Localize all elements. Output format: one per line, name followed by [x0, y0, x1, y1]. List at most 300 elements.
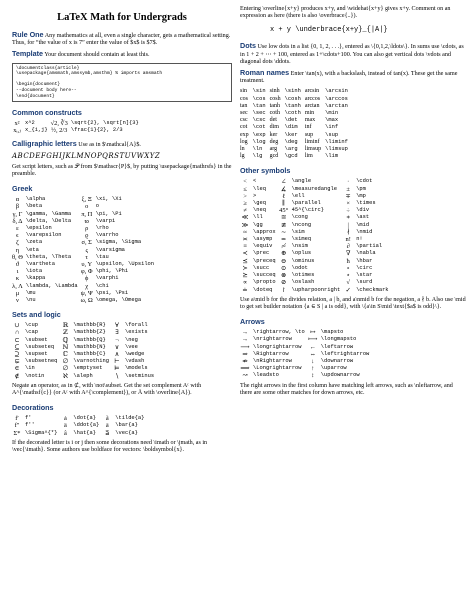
latex-command: \sinh — [284, 88, 301, 95]
symbol-glyph: ≈ — [243, 228, 247, 236]
sets-note: Negate an operator, as in ⊄, with \not\subset. Get the set complement Aᶜ with A^{\mathsf{c}} (or Aᶜ with A^{\complement}), or Ā with \overline{A}). — [12, 382, 202, 397]
symbol-glyph: ⊊ — [14, 358, 20, 366]
latex-command: \pi, \Pi — [95, 210, 122, 217]
symbol-glyph: ℚ — [62, 336, 69, 344]
symbol-glyph: inf — [304, 124, 312, 131]
symbol-glyph: f′ — [15, 415, 19, 423]
latex-command: \geq — [253, 200, 266, 207]
symbol-glyph: ∪ — [14, 322, 20, 330]
symbol-glyph: β — [15, 203, 20, 211]
symbol-glyph: → — [241, 336, 249, 344]
symbol-glyph: ⊨ — [114, 365, 120, 373]
rule-one — [12, 31, 232, 47]
latex-command: \coth — [284, 110, 301, 117]
symbol-glyph: ν — [15, 297, 19, 305]
latex-command: \succ — [253, 264, 270, 271]
symbol-glyph: x² — [14, 120, 20, 128]
decoration-row — [12, 415, 147, 422]
latex-command: x_{i,j} — [25, 127, 48, 134]
symbol-glyph: ⊕ — [280, 250, 287, 258]
symbol-glyph: ∡ — [280, 185, 287, 193]
template-code-box — [12, 63, 232, 103]
latex-command: \liminf — [325, 138, 348, 145]
template-code-line: \usepackage{amsmath,amssymb,amsthm} % imports amsmath — [16, 71, 163, 77]
latex-command: \cap — [25, 329, 38, 336]
symbol-glyph: ȧ — [63, 415, 67, 423]
latex-command: \frac{1}{2}, 2/3 — [70, 127, 123, 134]
latex-command: \sim — [291, 228, 305, 235]
latex-command: \times — [356, 200, 376, 207]
symbol-glyph: cos — [240, 95, 248, 102]
latex-command: \lg — [252, 153, 263, 160]
sets-row — [12, 322, 157, 329]
symbol-glyph: ā — [105, 422, 109, 430]
latex-command: \rightarrow, \to — [253, 329, 305, 336]
symbol-glyph: ω, Ω — [80, 297, 93, 305]
latex-command: \rho — [95, 225, 109, 231]
symbol-glyph: ↑ — [311, 365, 315, 373]
decoration-row — [12, 430, 147, 437]
latex-command: x^2 — [25, 120, 35, 127]
latex-command: \ln — [252, 146, 263, 153]
underbrace-demo: x + y \underbrace{x+y}_{|A|} — [270, 26, 388, 35]
roman-section — [240, 69, 466, 85]
latex-command: \gg — [253, 221, 263, 228]
latex-command: \varpi — [95, 217, 116, 224]
latex-command: f'' — [25, 422, 35, 429]
latex-command: > — [253, 192, 257, 199]
latex-command: \Rightarrow — [253, 350, 289, 357]
symbol-glyph: cosh — [269, 95, 281, 102]
symbol-glyph: → — [241, 329, 249, 337]
other-symbol-row — [240, 229, 392, 236]
symbol-glyph: ∥ — [282, 200, 286, 208]
latex-command: \varphi — [95, 275, 119, 282]
latex-command: \vartheta — [25, 261, 55, 268]
symbol-glyph: λ, Λ — [12, 282, 23, 290]
symbol-glyph: a⃗ — [105, 429, 110, 437]
template-section — [12, 50, 232, 59]
symbol-glyph: dim — [269, 124, 279, 131]
symbol-glyph: ⊘ — [280, 279, 287, 287]
symbol-glyph: ⇒ — [242, 350, 248, 358]
symbol-glyph: ψ, Ψ — [80, 289, 93, 297]
latex-command: \limsup — [325, 146, 348, 153]
latex-command: \angle — [291, 178, 312, 185]
other-symbol-row — [240, 207, 392, 214]
other-symbol-row — [240, 279, 392, 286]
symbol-glyph: ξ, Ξ — [81, 196, 92, 204]
latex-command: \cdot — [356, 178, 373, 185]
symbol-glyph: ϵ — [16, 232, 19, 240]
latex-command: \parallel — [291, 200, 321, 207]
symbol-glyph: ℕ — [62, 343, 69, 351]
latex-command: \neq — [253, 207, 266, 214]
symbol-glyph: ≃ — [280, 236, 287, 244]
symbol-glyph: ⪯ — [242, 257, 248, 265]
symbol-glyph: ↕ — [311, 372, 315, 380]
latex-command: \ker — [284, 131, 298, 138]
symbol-glyph: ± — [346, 185, 350, 193]
symbol-glyph: ∅ — [62, 365, 69, 373]
arrow-row — [240, 358, 372, 365]
divides-note: Use a\mid b for the divides relation, a | b, and a\nmid b for the negation, a ∤ b. Also use \mid to get set builder notation {a ∈ S | a is odd}, with \{a\in S\mid \text{$a$ is odd}\}. — [240, 296, 466, 310]
latex-command: \mathbb{C} — [73, 351, 106, 358]
symbol-glyph: f″ — [14, 422, 20, 430]
latex-command: o — [95, 203, 100, 210]
latex-command: < — [253, 178, 257, 185]
symbol-glyph: coth — [269, 110, 280, 117]
symbol-glyph: ¬ — [115, 336, 119, 344]
symbol-glyph: ∩ — [14, 329, 20, 337]
latex-command: \div — [356, 207, 370, 214]
symbol-glyph: n! — [345, 236, 351, 244]
latex-command: \propto — [253, 279, 276, 286]
symbol-glyph: ∤ — [346, 228, 350, 236]
overline-intro: Entering \overline{x+y} produces x+y, and \widehat{x+y} gives x+y. Comment on an expression as here (there is also \overbrace{..}). — [240, 6, 451, 20]
symbol-glyph: ≻ — [242, 264, 248, 272]
symbol-glyph: ∖ — [114, 372, 119, 380]
latex-command: \cosh — [284, 95, 301, 102]
arrow-row — [240, 336, 372, 343]
latex-command: \approx — [253, 228, 276, 235]
symbol-glyph: ϱ — [85, 232, 89, 240]
left-column — [12, 6, 232, 457]
latex-command: \subseteq — [25, 343, 55, 350]
symbol-glyph: ρ — [85, 225, 89, 232]
latex-command: \alpha — [25, 196, 46, 203]
symbol-glyph: κ — [15, 275, 20, 283]
latex-command: \oslash — [291, 279, 315, 286]
right-column — [240, 6, 466, 400]
other-symbol-row — [240, 200, 392, 207]
roman-text: Enter \tan(x), with a backslash, instead of tan(x). These get the same treatment. — [240, 71, 458, 85]
latex-command: \mu — [25, 289, 36, 296]
symbol-glyph: τ — [85, 253, 88, 261]
symbol-glyph: ≪ — [241, 214, 249, 222]
roman-row — [240, 96, 352, 103]
rule-one-heading: Rule One — [12, 30, 44, 39]
latex-command: \tan — [252, 102, 266, 109]
symbol-glyph: × — [346, 200, 350, 208]
greek-row — [12, 239, 157, 246]
latex-command: \asymp — [253, 236, 273, 243]
symbol-glyph: ℓ — [282, 192, 286, 200]
calligraphic-section — [12, 140, 232, 149]
symbol-glyph: ker — [269, 131, 278, 138]
latex-command: \ll — [253, 214, 263, 221]
symbol-glyph: ϕ — [85, 275, 89, 283]
roman-row — [240, 103, 352, 110]
symbol-glyph: Σ* — [13, 429, 21, 437]
latex-command: \exp — [252, 131, 266, 138]
latex-command: 45^{\circ} — [291, 207, 325, 214]
latex-command: \xi, \Xi — [95, 196, 122, 203]
arrow-row — [240, 365, 372, 372]
symbol-glyph: arccos — [304, 95, 321, 102]
symbol-glyph: ∨ — [114, 343, 120, 351]
symbol-glyph: ≅ — [280, 214, 287, 222]
latex-command: \hbar — [356, 257, 373, 264]
decorations-heading: Decorations — [12, 403, 54, 413]
symbol-glyph: ≁ — [280, 243, 287, 251]
latex-command: \preceq — [253, 257, 276, 264]
symbol-glyph: χ — [85, 282, 89, 290]
symbol-glyph: ⊖ — [280, 257, 287, 265]
symbol-glyph: det — [269, 117, 277, 124]
symbol-glyph: δ, Δ — [12, 217, 23, 225]
symbol-glyph: ↝ — [242, 372, 248, 380]
latex-command: \setminus — [124, 372, 155, 379]
latex-command: \upharpoonright — [291, 286, 341, 293]
symbol-glyph: sup — [304, 131, 314, 138]
symbol-glyph: arcsin — [304, 88, 320, 95]
latex-command: \checkmark — [356, 286, 389, 293]
template-code-line: \begin{document} — [16, 82, 61, 88]
symbol-glyph: √ — [346, 279, 350, 287]
calligraphic-heading: Calligraphic letters — [12, 138, 77, 148]
symbol-glyph: ħ — [346, 257, 350, 265]
common-row — [12, 120, 142, 127]
symbol-glyph: csc — [240, 117, 248, 124]
latex-command: \lim — [325, 153, 339, 160]
symbol-glyph: ≫ — [241, 221, 249, 229]
template-code-line: --document body here-- — [16, 87, 77, 93]
symbol-glyph: ∂ — [346, 243, 350, 251]
calligraphic-text: Use as in $\mathcal{A}$. — [78, 141, 141, 148]
symbol-glyph: ⊇ — [14, 351, 20, 359]
roman-row — [240, 139, 352, 146]
other-symbol-row — [240, 186, 392, 193]
symbol-glyph: ⊢ — [114, 358, 120, 366]
latex-command: \emptyset — [73, 365, 103, 372]
symbol-glyph: ∧ — [114, 351, 120, 359]
symbol-glyph: ℵ — [62, 372, 68, 380]
latex-command: \varepsilon — [25, 232, 62, 239]
roman-row — [240, 146, 352, 153]
symbol-glyph: ζ — [16, 239, 19, 247]
greek-row — [12, 297, 157, 304]
latex-command: \tau — [95, 253, 109, 260]
symbol-glyph: π, Π — [81, 210, 93, 218]
symbol-glyph: tan — [240, 102, 248, 109]
latex-command: \downarrow — [320, 357, 354, 364]
latex-command: \det — [284, 117, 298, 124]
other-symbol-row — [240, 178, 392, 185]
sets-row — [12, 344, 157, 351]
rule-one-text: Any mathematics at all, even a single character, gets a mathematical setting. Thus, for “the value of x is 7” enter the value of $x$ is $7$. — [12, 33, 231, 47]
symbol-glyph: ⇔ — [309, 350, 316, 358]
latex-command: \ast — [356, 214, 370, 221]
sets-logic-table — [12, 322, 157, 380]
symbol-glyph: min — [304, 110, 315, 117]
latex-command: \min — [325, 110, 339, 117]
symbol-glyph: ϑ — [15, 261, 20, 269]
symbol-glyph: ÷ — [346, 207, 350, 215]
latex-command: \gcd — [284, 153, 298, 160]
greek-table — [12, 196, 157, 304]
latex-command: \leftrightarrow — [320, 350, 370, 357]
symbol-glyph: < — [243, 178, 247, 186]
calligraphic-letters: ABCDEFGHIJKLMNOPQRSTUVWXYZ — [12, 151, 161, 160]
arrow-row — [240, 372, 372, 379]
latex-command: \varrho — [95, 232, 119, 239]
latex-command: \nabla — [356, 250, 376, 257]
latex-command: \notin — [25, 372, 45, 379]
symbol-glyph: ← — [309, 343, 316, 351]
symbol-glyph: μ — [15, 289, 20, 297]
latex-command: \upsilon, \Upsilon — [95, 261, 155, 268]
other-symbol-row — [240, 287, 392, 294]
latex-command: \circ — [356, 264, 373, 271]
latex-command: \models — [124, 365, 148, 372]
template-code-line: \documentclass{article} — [16, 65, 80, 71]
latex-command: \cot — [252, 124, 266, 131]
symbol-glyph: ∃ — [115, 329, 119, 337]
latex-command: \theta, \Theta — [25, 253, 72, 260]
symbol-glyph: ∝ — [242, 279, 248, 287]
symbol-glyph: ι — [16, 268, 19, 276]
latex-command: \varsigma — [95, 246, 125, 253]
symbol-glyph: 45° — [279, 207, 289, 215]
latex-command: \zeta — [25, 239, 43, 246]
latex-command: \vee — [124, 343, 138, 350]
symbol-glyph: ϖ — [84, 217, 89, 225]
other-symbol-row — [240, 236, 392, 243]
latex-command: \bar{a} — [115, 422, 138, 429]
latex-command: \sup — [325, 131, 339, 138]
symbol-glyph: η — [15, 246, 20, 254]
latex-command: \mp — [356, 192, 366, 199]
symbol-glyph: ≍ — [242, 236, 248, 244]
latex-command: \neg — [124, 336, 138, 343]
latex-command: \max — [325, 117, 339, 124]
latex-command: \doteq — [253, 286, 273, 293]
symbol-glyph: arctan — [304, 102, 320, 109]
symbol-glyph: ⟶ — [240, 343, 250, 351]
other-symbol-row — [240, 193, 392, 200]
symbol-glyph: ⊂ — [14, 336, 20, 344]
arrows-note: The right arrows in the first column have matching left arrows, such as \nleftarrow, and there are some other matches for down arrows, etc. — [240, 382, 453, 396]
latex-command: \prec — [253, 250, 270, 257]
symbol-glyph: ∗ — [346, 214, 351, 222]
latex-command: \mathbb{R} — [73, 322, 106, 329]
page-title: LaTeX Math for Undergrads — [57, 12, 187, 23]
latex-command: \mid — [356, 221, 370, 228]
latex-command: \ncong — [291, 221, 312, 228]
symbol-glyph: liminf — [304, 138, 320, 145]
symbol-glyph: ℝ — [62, 322, 69, 330]
latex-command: \sin — [252, 88, 266, 95]
symbol-glyph: ⊆ — [14, 343, 20, 351]
sets-heading: Sets and logic — [12, 310, 61, 320]
arrows-table — [240, 329, 372, 379]
symbol-glyph: ½, 2/3 — [51, 127, 68, 135]
symbol-glyph: ln — [240, 146, 245, 153]
latex-command: \ell — [291, 192, 305, 199]
latex-command: \sigma, \Sigma — [95, 239, 142, 246]
other-symbol-row — [240, 258, 392, 265]
common-constructs-table — [12, 120, 142, 134]
greek-row — [12, 247, 157, 254]
latex-command: \odot — [291, 264, 308, 271]
latex-command: \dot{a} — [73, 415, 97, 422]
sets-row — [12, 337, 157, 344]
latex-command: \arcsin — [325, 88, 348, 95]
symbol-glyph: ∈ — [14, 365, 20, 373]
symbol-glyph: ∠ — [280, 178, 287, 186]
latex-command: \kappa — [25, 275, 46, 282]
latex-command: \chi — [95, 282, 109, 289]
latex-command: \leq — [253, 185, 266, 192]
symbol-glyph: cot — [240, 124, 248, 131]
arrow-row — [240, 344, 372, 351]
roman-heading: Roman names — [240, 68, 290, 78]
latex-command: \measuredangle — [291, 185, 337, 192]
symbol-glyph: θ, Θ — [12, 253, 23, 261]
latex-command: \vdash — [124, 358, 145, 365]
latex-command: \log — [252, 138, 266, 145]
symbol-glyph: ≠ — [243, 207, 247, 215]
symbol-glyph: ↾ — [280, 286, 287, 294]
roman-row — [240, 124, 352, 131]
script-letters-note: Get script letters, such as 𝒫 from $\mathscr{P}$, by putting \usepackage{mathrsfs} in the preamble. — [12, 163, 232, 177]
other-symbol-row — [240, 265, 392, 272]
symbol-glyph: â — [63, 429, 67, 437]
symbol-glyph: ≥ — [243, 200, 247, 208]
greek-row — [12, 211, 157, 218]
sets-row — [12, 329, 157, 336]
dots-text: Use low dots in a list {0, 1, 2, . . .}, entered as \{0,1,2,\ldots\}. In sums use \cdots, as in 1 + 2 + ⋯ + 100, entered as 1+\cdots+100. You can also get vertical dots \vdots and diagonal dots \ddots. — [240, 44, 464, 65]
symbol-glyph: ⇏ — [242, 357, 248, 365]
latex-command: \updownarrow — [320, 372, 360, 379]
latex-command: \nmid — [356, 228, 373, 235]
greek-row — [12, 275, 157, 282]
symbol-glyph: ⪰ — [242, 272, 248, 280]
dots-section — [240, 42, 466, 66]
symbol-glyph: sinh — [269, 88, 280, 95]
latex-command: \hat{a} — [73, 429, 97, 436]
symbol-glyph: sin — [240, 88, 248, 95]
latex-command: \arccos — [325, 95, 348, 102]
latex-command: \wedge — [124, 351, 145, 358]
latex-command: \cos — [252, 95, 266, 102]
greek-row — [12, 268, 157, 275]
latex-command: \beta — [25, 203, 43, 210]
latex-command: \surd — [356, 279, 373, 286]
symbol-glyph: ⋆ — [346, 272, 351, 280]
greek-row — [12, 203, 157, 210]
symbol-glyph: ≺ — [242, 250, 248, 258]
greek-heading: Greek — [12, 184, 33, 194]
greek-row — [12, 283, 157, 290]
symbol-glyph: gcd — [269, 153, 279, 160]
symbol-glyph: | — [347, 221, 349, 229]
sets-row — [12, 351, 157, 358]
symbol-glyph: √2, ∛3 — [50, 120, 68, 128]
symbol-glyph: ⟼ — [308, 336, 318, 344]
symbol-glyph: ς — [85, 246, 88, 254]
roman-row — [240, 153, 352, 160]
symbol-glyph: ã — [105, 415, 109, 423]
greek-row — [12, 196, 157, 203]
decorations-note: If the decorated letter is i or j then some decorations need \imath or \jmath, as in \vec{\imath}. Some authors use boldface for vectors: \boldsymbol{x}. — [12, 439, 208, 454]
sets-row — [12, 373, 157, 380]
latex-command: \delta, \Delta — [25, 217, 72, 224]
latex-command: \psi, \Psi — [95, 289, 129, 296]
roman-row — [240, 117, 352, 124]
latex-command: \ominus — [291, 257, 315, 264]
